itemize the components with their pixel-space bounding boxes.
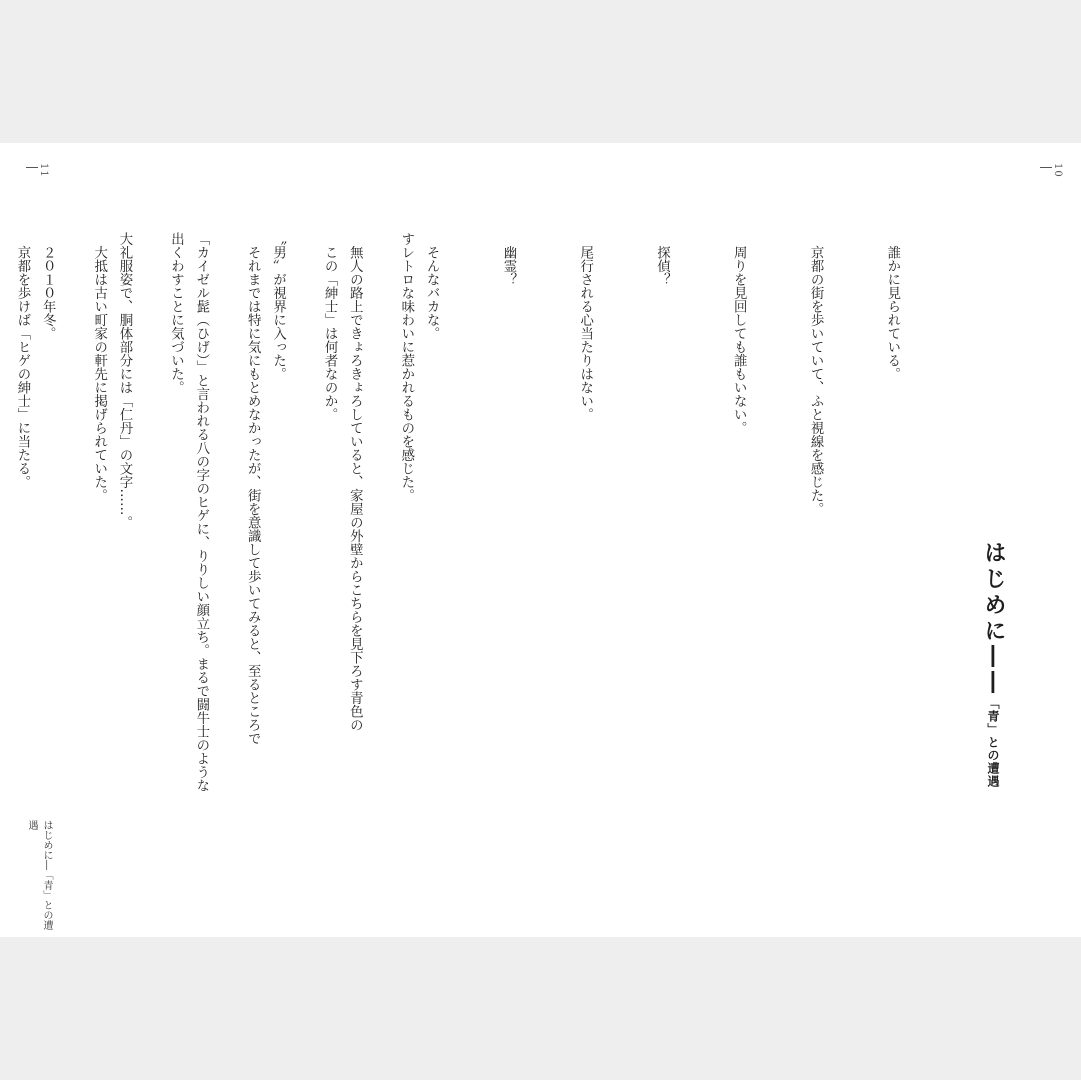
text-column: それまでは特に気にもとめなかったが、街を意識して歩いてみると、至るところで	[245, 232, 261, 745]
text-column: 出くわすことに気づいた。	[168, 232, 184, 394]
page-number-left-text: 11	[38, 163, 49, 178]
book-spread	[0, 143, 1081, 937]
text-column: 京都の街を歩いていて、ふと視線を感じた。	[808, 232, 824, 516]
text-column: 尾行される心当たりはない。	[577, 232, 593, 421]
text-column: 京都を歩けば「ヒゲの紳士」に当たる。	[14, 232, 30, 489]
text-column: すレトロな味わいに惹かれるものを感じた。	[398, 232, 414, 502]
page-number-right	[1040, 163, 1063, 178]
page-number-right-text: 10	[1052, 163, 1063, 178]
text-column: そんなバカな。	[424, 232, 440, 340]
page-number-rule-right	[1040, 167, 1052, 168]
chapter-heading-title: はじめに――	[981, 541, 1006, 697]
page-number-rule-left	[26, 167, 38, 168]
text-column: 大抵は古い町家の軒先に掲げられていた。	[91, 232, 107, 502]
text-column: 〝男〟が視界に入った。	[270, 232, 286, 381]
chapter-heading	[978, 541, 1009, 801]
chapter-heading-subtitle: 「青」との遭遇	[986, 697, 1000, 788]
text-column: 大礼服姿で、胴体部分には「仁丹」の文字……。	[117, 232, 132, 529]
text-column: 無人の路上できょろきょろしていると、家屋の外壁からこちらを見下ろす青色の	[347, 232, 363, 732]
text-column: 「カイゼル髭（ひげ）」と言われる八の字のヒゲに、りりしい顔立ち。まるで闘牛士のような	[193, 232, 209, 793]
text-column: 周りを見回しても誰もいない。	[731, 232, 747, 435]
text-column: 誰かに見られている。	[884, 232, 900, 381]
page-number-left	[26, 163, 49, 178]
text-column: ２０１０年冬。	[40, 232, 56, 340]
text-column: この「紳士」は何者なのか。	[322, 232, 338, 421]
running-head: はじめに―「青」との遭遇	[26, 820, 52, 930]
text-column: 幽霊？	[500, 232, 516, 286]
text-column: 探偵？	[654, 232, 670, 286]
